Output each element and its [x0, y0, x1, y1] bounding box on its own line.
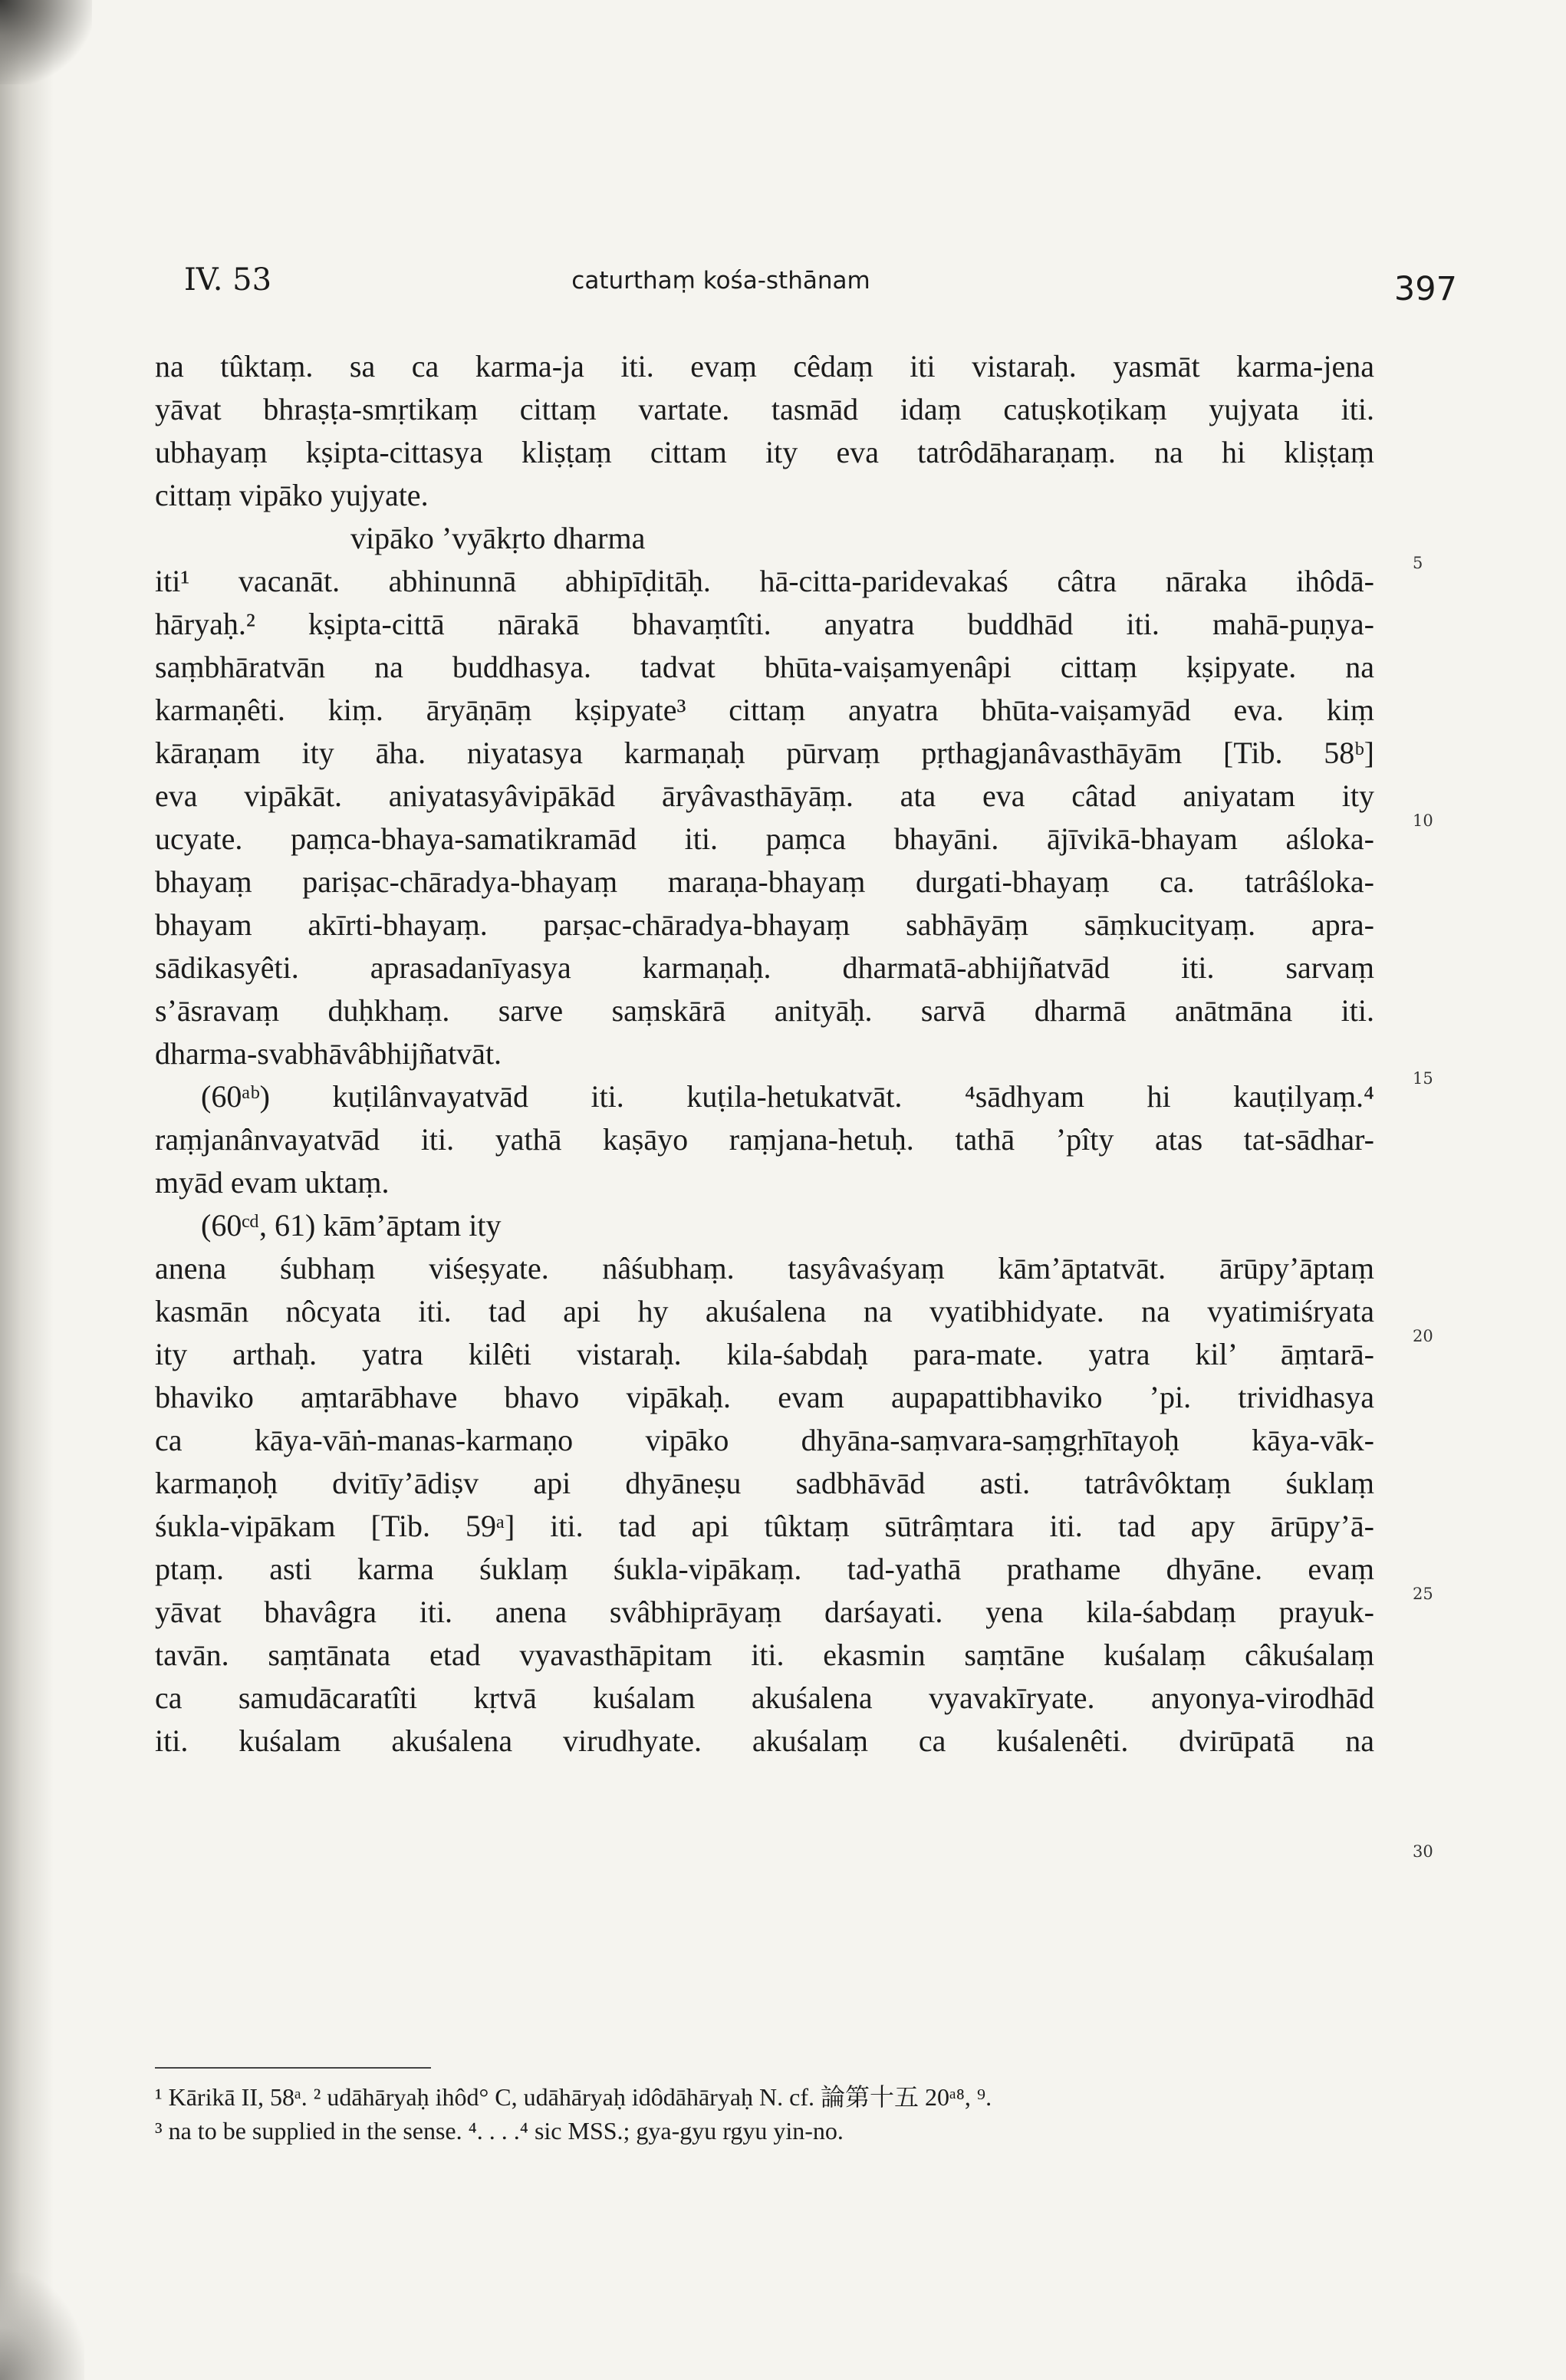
text-line: yāvat bhraṣṭa-smṛtikaṃ cittaṃ vartate. tasmād idaṃ catuṣkoṭikaṃ yujyata iti. — [155, 392, 1374, 426]
text-line: sādikasyêti. aprasadanīyasya karmaṇaḥ. dharmatā-abhijñatvād iti. sarvaṃ — [155, 950, 1374, 985]
text-line: ptaṃ. asti karma śuklaṃ śukla-vipākaṃ. tad-yathā prathame dhyāne. evaṃ — [155, 1552, 1374, 1586]
text-line: ca samudācaratîti kṛtvā kuśalam akuśalena vyavakīryate. anyonya-virodhād — [155, 1680, 1374, 1715]
text-line: saṃbhāratvān na buddhasya. tadvat bhūta-vaiṣamyenâpi cittaṃ kṣipyate. na — [155, 650, 1374, 684]
text-line: na tûktaṃ. sa ca karma-ja iti. evaṃ cêdaṃ iti vistaraḥ. yasmāt karma-jena — [155, 349, 1374, 383]
text-line: karmaṇoḥ dvitīy’ādiṣv api dhyāneṣu sadbhāvād asti. tatrâvôktaṃ śuklaṃ — [155, 1466, 1374, 1500]
scan-corner-bottom — [0, 2273, 84, 2380]
text-line: s’āsravaṃ duḥkhaṃ. sarve saṃskārā anityāḥ. sarvā dharmā anātmāna iti. — [155, 993, 1374, 1028]
text-line: bhayaṃ pariṣac-chāradya-bhayaṃ maraṇa-bhayaṃ durgati-bhayaṃ ca. tatrâśloka- — [155, 864, 1374, 899]
text-line: ca kāya-vāṅ-manas-karmaṇo vipāko dhyāna-saṃvara-saṃgṛhītayoḥ kāya-vāk- — [155, 1423, 1374, 1457]
page-edge-shadow — [0, 0, 54, 2380]
karika-line: (60ᶜᵈ, 61) kām’āptam ity — [201, 1208, 502, 1243]
line-number: 25 — [1413, 1585, 1433, 1603]
text-line: iti. kuśalam akuśalena virudhyate. akuśalaṃ ca kuśalenêti. dvirūpatā na — [155, 1723, 1374, 1758]
running-header — [184, 253, 1457, 314]
scan-corner-top — [0, 0, 92, 84]
text-line: kasmān nôcyata iti. tad api hy akuśalena na vyatibhidyate. na vyatimiśryata — [155, 1294, 1374, 1328]
text-line: ucyate. paṃca-bhaya-samatikramād iti. paṃca bhayāni. ājīvikā-bhayam aśloka- — [155, 821, 1374, 856]
section-reference: IV. 53 — [184, 262, 272, 298]
text-line: ity arthaḥ. yatra kilêti vistaraḥ. kila-śabdaḥ para-mate. yatra kil’ āṃtarā- — [155, 1337, 1374, 1371]
text-line: yāvat bhavâgra iti. anena svâbhiprāyaṃ darśayati. yena kila-śabdaṃ prayuk- — [155, 1595, 1374, 1629]
text-line: iti¹ vacanāt. abhinunnā abhipīḍitāḥ. hā-citta-paridevakaś câtra nāraka ihôdā- — [155, 564, 1374, 598]
running-title: caturthaṃ kośa-sthānam — [571, 267, 870, 295]
main-text — [155, 345, 1374, 1763]
line-number: 10 — [1413, 811, 1433, 830]
verse-line: vipāko ’vyākṛto dharma — [350, 521, 646, 555]
text-line: karmaṇêti. kiṃ. āryāṇāṃ kṣipyate³ cittaṃ anyatra bhūta-vaiṣamyād eva. kiṃ — [155, 693, 1374, 727]
text-line: bhayam akīrti-bhayaṃ. parṣac-chāradya-bhayaṃ sabhāyāṃ sāṃkucityaṃ. apra- — [155, 907, 1374, 942]
text-line: raṃjanânvayatvād iti. yathā kaṣāyo raṃjana-hetuḥ. tathā ’pîty atas tat-sādhar- — [155, 1122, 1374, 1157]
line-number: 15 — [1413, 1069, 1433, 1088]
footnotes — [155, 2080, 1305, 2148]
text-line: kāraṇam ity āha. niyatasya karmaṇaḥ pūrvaṃ pṛthagjanâvasthāyām [Tib. 58ᵇ] — [155, 736, 1374, 770]
line-number: 30 — [1413, 1842, 1433, 1861]
footnote-line: ³ na to be supplied in the sense. ⁴. . . .⁴ sic MSS.; gya-gyu rgyu yin-no. — [155, 2117, 844, 2145]
line-number: 20 — [1413, 1327, 1433, 1345]
karika-line: (60ᵃᵇ) kuṭilânvayatvād iti. kuṭila-hetukatvāt. ⁴sādhyam hi kauṭilyaṃ.⁴ — [201, 1079, 1374, 1114]
footnote-line: ¹ Kārikā II, 58ᵃ. ² udāhāryaḥ ihôd° C, udāhāryaḥ idôdāhāryaḥ N. cf. 論第十五 20ᵃ⁸, ⁹. — [155, 2083, 992, 2111]
text-line: tavān. saṃtānata etad vyavasthāpitam iti. ekasmin saṃtāne kuśalaṃ câkuśalaṃ — [155, 1638, 1374, 1672]
text-line: bhaviko aṃtarābhave bhavo vipākaḥ. evam aupapattibhaviko ’pi. trividhasya — [155, 1380, 1374, 1414]
text-line: dharma-svabhāvâbhijñatvāt. — [155, 1036, 502, 1071]
text-line: hāryaḥ.² kṣipta-cittā nārakā bhavaṃtîti. anyatra buddhād iti. mahā-puṇya- — [155, 607, 1374, 641]
text-line: eva vipākāt. aniyatasyâvipākād āryâvasthāyāṃ. ata eva câtad aniyatam ity — [155, 779, 1374, 813]
text-line: cittaṃ vipāko yujyate. — [155, 478, 429, 512]
text-line: śukla-vipākam [Tib. 59ᵃ] iti. tad api tûktaṃ sūtrâṃtara iti. tad apy ārūpy’ā- — [155, 1509, 1374, 1543]
page-number: 397 — [1393, 270, 1457, 308]
footnote-rule — [155, 2067, 431, 2069]
line-number: 5 — [1413, 554, 1423, 572]
text-line: myād evam uktaṃ. — [155, 1165, 390, 1200]
text-line: anena śubhaṃ viśeṣyate. nâśubhaṃ. tasyâvaśyaṃ kām’āptatvāt. ārūpy’āptaṃ — [155, 1251, 1374, 1285]
text-line: ubhayaṃ kṣipta-cittasya kliṣṭaṃ cittam ity eva tatrôdāharaṇaṃ. na hi kliṣṭaṃ — [155, 435, 1374, 469]
